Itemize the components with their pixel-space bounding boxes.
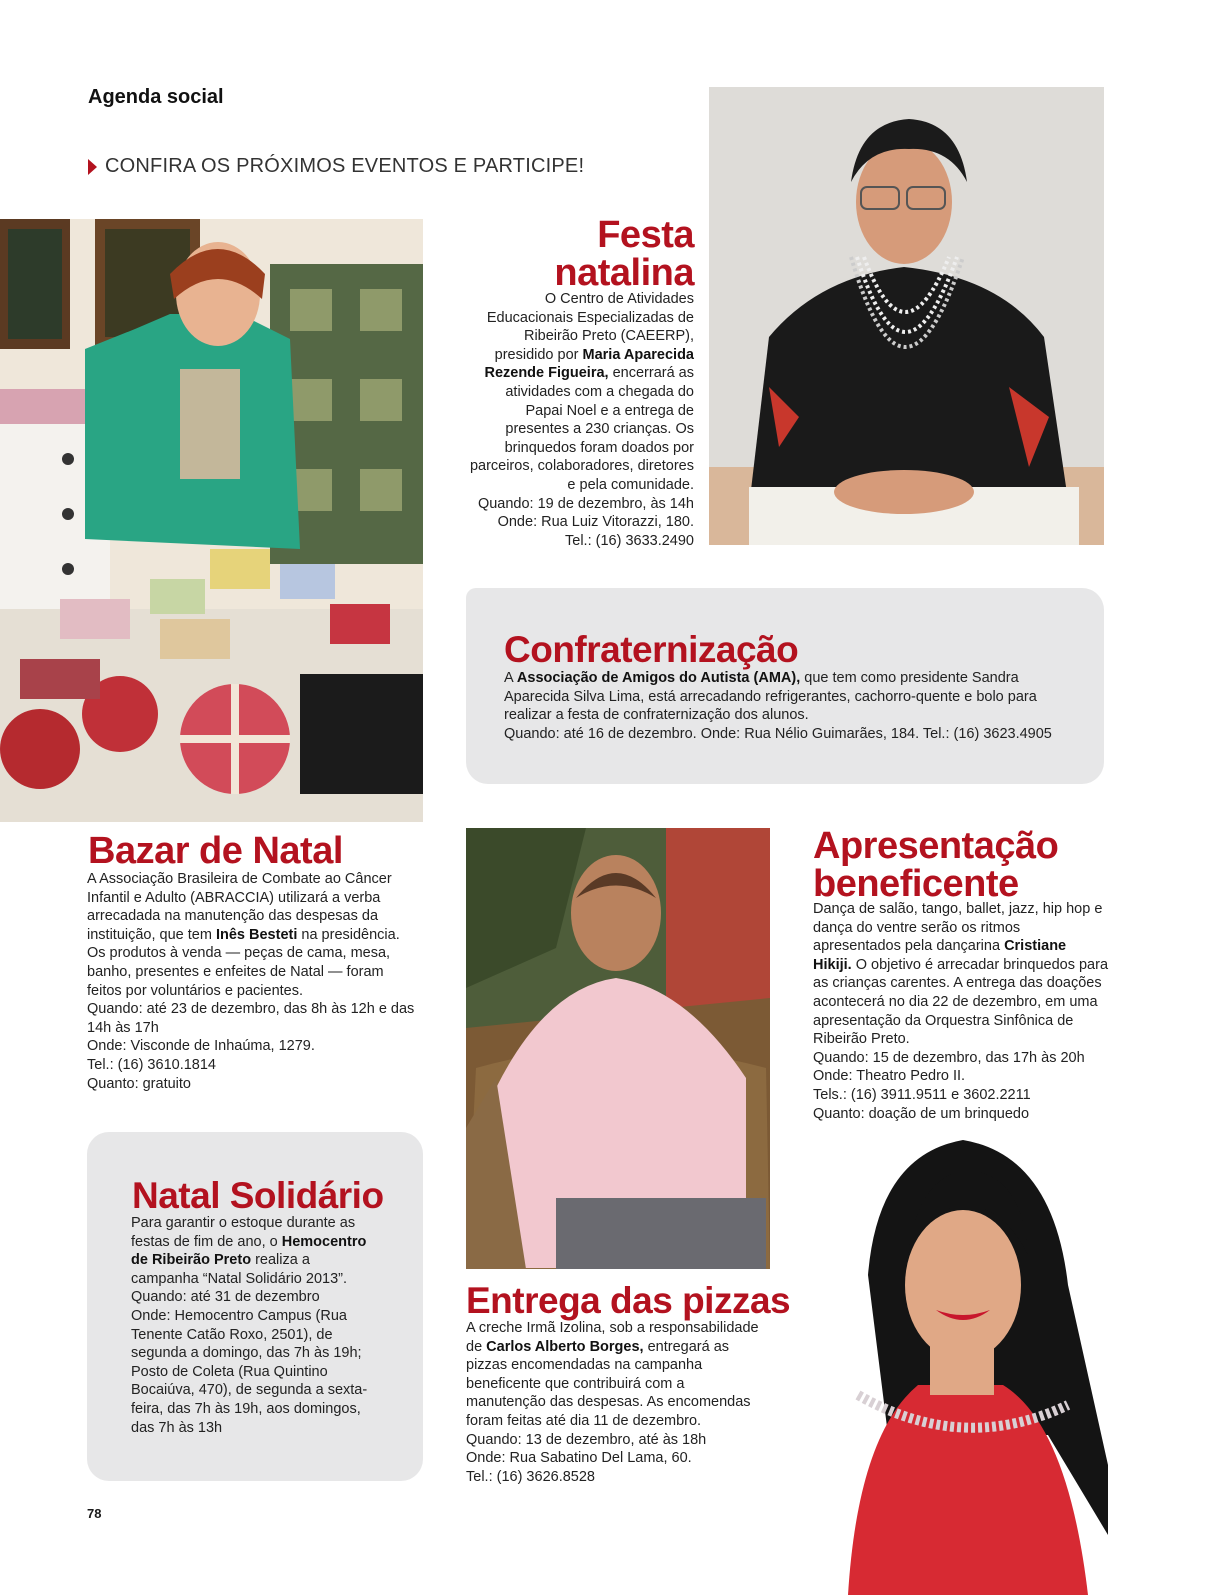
arrow-right-icon bbox=[88, 159, 97, 175]
tagline bbox=[88, 155, 584, 178]
pizzas-when: Quando: 13 de dezembro, até às 18h bbox=[466, 1431, 707, 1448]
solidario-text-1: Para garantir o estoque durante as festas de fim de ano, o bbox=[131, 1215, 356, 1250]
apresentacao-text-1: Dança de salão, tango, ballet, jazz, hip hop e dança do ventre serão os ritmos apresentados pela dançarina bbox=[813, 901, 1103, 955]
confra-title: Confraternização bbox=[504, 629, 799, 670]
apresentacao-title bbox=[813, 827, 1058, 903]
apresentacao-dancer-name: Cristiane Hikiji. bbox=[813, 938, 1067, 973]
pizzas-responsible-name: Carlos Alberto Borges, bbox=[486, 1338, 644, 1355]
bazar-text-2: na presidência. Os produtos à venda — peças de cama, mesa, banho, presentes e enfeites de Natal — foram feitos por voluntários e pacientes. bbox=[87, 926, 400, 999]
apresentacao-title-line1: Apresentação bbox=[813, 825, 1059, 867]
festa-tel: Tel.: (16) 3633.2490 bbox=[565, 532, 694, 549]
bazar-president-name: Inês Besteti bbox=[215, 926, 298, 943]
tagline-text: CONFIRA OS PRÓXIMOS EVENTOS E PARTICIPE! bbox=[105, 155, 585, 177]
pizzas-tel: Tel.: (16) 3626.8528 bbox=[466, 1468, 595, 1485]
bazar-when: Quando: até 23 de dezembro, das 8h às 12h e das 14h às 17h bbox=[87, 1001, 415, 1036]
pizzas-text-1: A creche Irmã Izolina, sob a responsabilidade de bbox=[466, 1320, 759, 1355]
page-number: 78 bbox=[87, 1506, 102, 1521]
solidario-title: Natal Solidário bbox=[132, 1175, 384, 1216]
festa-title-line1: Festa bbox=[597, 214, 694, 256]
solidario-when: Quando: até 31 de dezembro bbox=[131, 1289, 320, 1306]
bazar-where: Onde: Visconde de Inhaúma, 1279. bbox=[87, 1038, 315, 1055]
solidario-where: Onde: Hemocentro Campus (Rua Tenente Catão Roxo, 2501), de segunda a domingo, das 7h às 19h; Posto de Coleta (Rua Quintino Bocaiúva, 470), de segunda a sexta-feira, das 7h às 19h, aos domingos, das 7h às 13h bbox=[131, 1307, 368, 1436]
solidario-text-2: realiza a campanha “Natal Solidário 2013”. bbox=[131, 1252, 348, 1287]
pizzas-where: Onde: Rua Sabatino Del Lama, 60. bbox=[466, 1450, 692, 1467]
bazar-text-1: A Associação Brasileira de Combate ao Câncer Infantil e Adulto (ABRACCIA) utilizará a verba arrecadada na manutenção das despesas da instituição, que tem bbox=[87, 871, 392, 943]
confra-org: Associação de Amigos do Autista (AMA), bbox=[516, 670, 801, 686]
festa-title-line2: natalina bbox=[554, 252, 694, 294]
confra-text: que tem como presidente Sandra Aparecida Silva Lima, está arrecadando refrigerantes, cachorro-quente e bolo para realizar a festa de confraternização dos alunos. bbox=[504, 670, 1037, 724]
photo-pizzas-responsible bbox=[466, 828, 770, 1269]
photo-dancer bbox=[818, 1135, 1108, 1595]
confra-prefix: A bbox=[504, 670, 517, 686]
bazar-title: Bazar de Natal bbox=[88, 830, 343, 872]
bazar-body bbox=[87, 870, 417, 1093]
festa-text-2: encerrará as atividades com a chegada do Papai Noel e a entrega de presentes a 230 crianças. Os brinquedos foram doados por parceiros, colaboradores, diretores e pela comunidade. bbox=[469, 365, 694, 493]
bazar-tel: Tel.: (16) 3610.1814 bbox=[87, 1056, 216, 1073]
apresentacao-body bbox=[813, 900, 1108, 1123]
apresentacao-when: Quando: 15 de dezembro, das 17h às 20h bbox=[813, 1049, 1085, 1066]
festa-when: Quando: 19 de dezembro, às 14h bbox=[477, 495, 694, 512]
festa-text-1: O Centro de Atividades Educacionais Especializadas de Ribeirão Preto (CAEERP), presidido por bbox=[486, 291, 694, 363]
photo-festa-president bbox=[709, 87, 1104, 545]
festa-president-name: Maria Aparecida Rezende Figueira, bbox=[484, 346, 694, 382]
festa-title bbox=[440, 216, 694, 292]
pizzas-title: Entrega das pizzas bbox=[466, 1280, 791, 1321]
festa-where: Onde: Rua Luiz Vitorazzi, 180. bbox=[497, 514, 694, 531]
festa-body bbox=[466, 290, 694, 550]
solidario-org: Hemocentro de Ribeirão Preto bbox=[131, 1233, 367, 1269]
confra-body bbox=[504, 669, 1079, 743]
photo-bazar-volunteer bbox=[0, 219, 423, 822]
section-title: Agenda social bbox=[88, 86, 224, 108]
apresentacao-price: Quanto: doação de um brinquedo bbox=[813, 1105, 1030, 1122]
apresentacao-text-2: O objetivo é arrecadar brinquedos para as crianças carentes. A entrega das doações acontecerá no dia 22 de dezembro, em uma apresentação da Orquestra Sinfônica de Ribeirão Preto. bbox=[813, 956, 1109, 1048]
apresentacao-tel: Tels.: (16) 3911.9511 e 3602.2211 bbox=[813, 1086, 1031, 1103]
solidario-body bbox=[131, 1214, 377, 1437]
apresentacao-title-line2: beneficente bbox=[813, 863, 1019, 905]
apresentacao-where: Onde: Theatro Pedro II. bbox=[813, 1068, 966, 1085]
bazar-price: Quanto: gratuito bbox=[87, 1075, 191, 1092]
pizzas-text-2: entregará as pizzas encomendadas na campanha beneficente que contribuirá com a manutenção das despesas. As encomendas foram feitas até dia 11 de dezembro. bbox=[466, 1338, 751, 1429]
confra-info: Quando: até 16 de dezembro. Onde: Rua Nélio Guimarães, 184. Tel.: (16) 3623.4905 bbox=[504, 725, 1052, 742]
pizzas-body bbox=[466, 1319, 766, 1486]
